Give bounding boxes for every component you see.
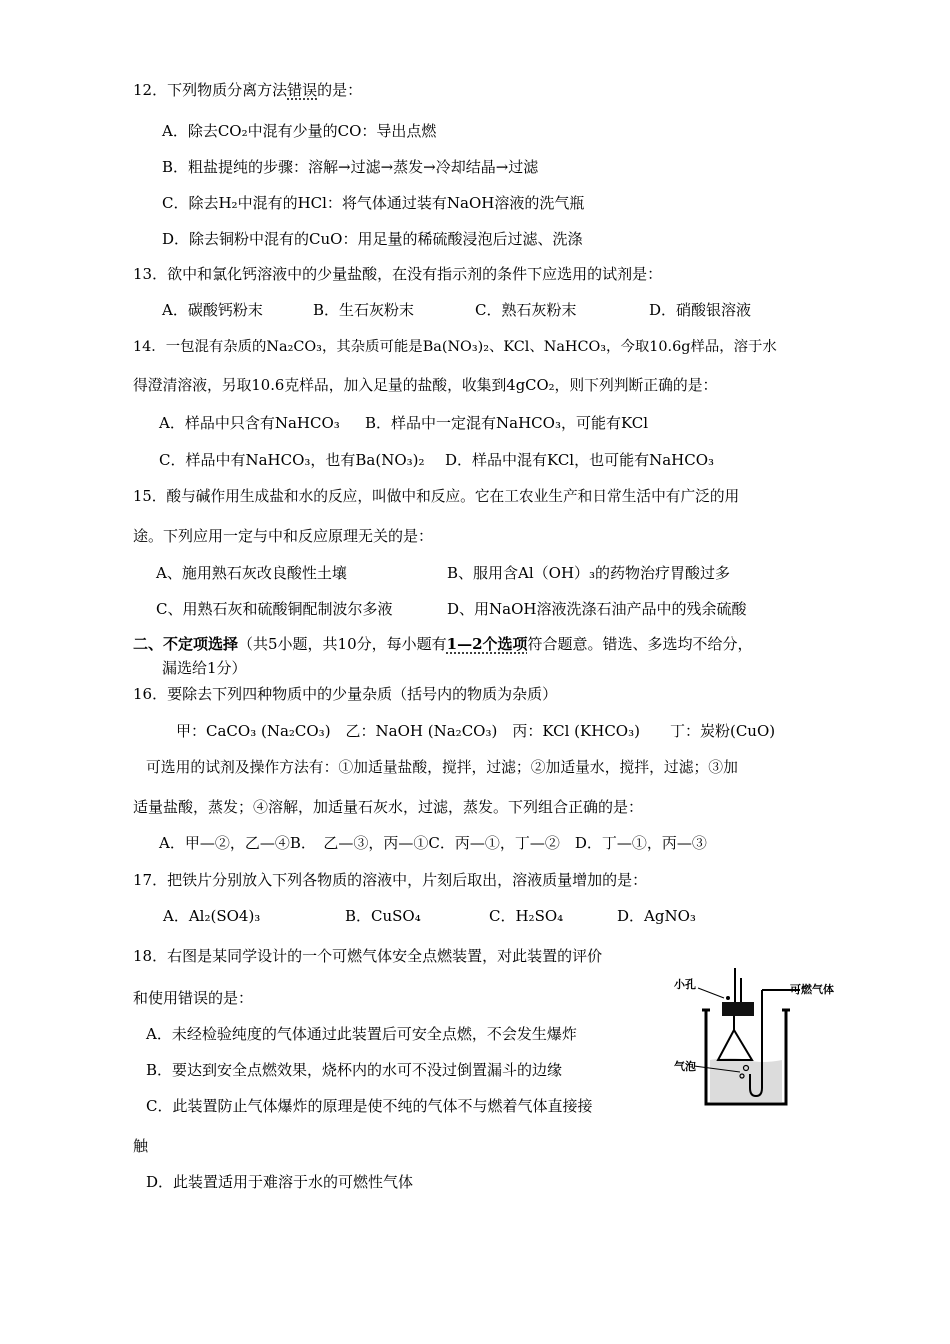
q18-option-d: D．此装置适用于难溶于水的可燃性气体: [146, 1173, 414, 1191]
q17-option-b: B．CuSO₄: [345, 907, 421, 925]
q14-stem-line2: 得澄清溶液，另取10.6克样品，加入足量的盐酸，收集到4gCO₂，则下列判断正确的是：: [133, 377, 718, 394]
q15-stem-line1: 15．酸与碱作用生成盐和水的反应，叫做中和反应。它在工农业生产和日常生活中有广泛的用: [133, 488, 740, 505]
q17-option-c: C．H₂SO₄: [489, 907, 564, 925]
q14-option-d: D．样品中混有KCl，也可能有NaHCO₃: [445, 451, 715, 469]
q12-option-b: B．粗盐提纯的步骤：溶解→过滤→蒸发→冷却结晶→过滤: [162, 158, 539, 176]
q16-options: A．甲—②，乙—④B． 乙—③，丙—①C．丙—①，丁—② D．丁—①，丙—③: [159, 834, 707, 852]
q12-stem-b: 的是：: [317, 81, 363, 99]
q18-option-c-line1: C．此装置防止气体爆炸的原理是使不纯的气体不与燃着气体直接接: [146, 1097, 593, 1115]
q15-stem-line2: 途。下列应用一定与中和反应原理无关的是：: [133, 527, 434, 545]
q15-option-a: A、施用熟石灰改良酸性土壤: [156, 564, 347, 582]
q14-option-a: A．样品中只含有NaHCO₃: [159, 414, 340, 432]
q15-option-d: D、用NaOH溶液洗涤石油产品中的残余硫酸: [447, 600, 747, 618]
inverted-funnel: [718, 1030, 752, 1060]
q18-option-c-line2: 触: [133, 1137, 149, 1155]
q14-option-c: C．样品中有NaHCO₃，也有Ba(NO₃)₂: [159, 451, 425, 469]
q12-option-a: A．除去CO₂中混有少量的CO：导出点燃: [162, 122, 437, 140]
q17-option-a: A．Al₂(SO4)₃: [163, 907, 261, 925]
q17-stem: 17．把铁片分别放入下列各物质的溶液中，片刻后取出，溶液质量增加的是：: [133, 871, 648, 889]
small-hole: [726, 996, 730, 1000]
figure-label-bubble: 气泡: [674, 1060, 696, 1073]
q12-option-c: C．除去H₂中混有的HCl：将气体通过装有NaOH溶液的洗气瓶: [162, 194, 585, 212]
stopper: [722, 1002, 754, 1016]
figure-label-gas: 可燃气体: [790, 983, 834, 996]
q13-stem: 13．欲中和氯化钙溶液中的少量盐酸，在没有指示剂的条件下应选用的试剂是：: [133, 265, 663, 283]
q12-stem: [133, 80, 362, 100]
q18-stem-line1: 18．右图是某同学设计的一个可燃气体安全点燃装置，对此装置的评价: [133, 947, 603, 965]
figure-label-hole: 小孔: [674, 978, 696, 991]
safe-ignition-apparatus-figure: [672, 964, 852, 1110]
section2-title: 二、不定项选择: [133, 635, 239, 653]
q14-option-b: B．样品中一定混有NaHCO₃，可能有KCl: [365, 414, 649, 432]
q12-stem-a: 12．下列物质分离方法: [133, 81, 288, 99]
section2-desc-a: （共5小题，共10分，每小题有: [238, 635, 447, 653]
q18-stem-line2: 和使用错误的是：: [133, 989, 254, 1007]
hole-leader-line: [698, 988, 724, 998]
q13-option-b: B．生石灰粉末: [313, 301, 415, 319]
q16-stem: 16．要除去下列四种物质中的少量杂质（括号内的物质为杂质）: [133, 685, 558, 703]
section2-desc-emphasis: 1—2个选项: [446, 635, 528, 653]
q16-methods-line2: 适量盐酸，蒸发；④溶解，加适量石灰水，过滤，蒸发。下列组合正确的是：: [133, 798, 644, 816]
q13-option-a: A．碳酸钙粉末: [162, 301, 263, 319]
q17-option-d: D．AgNO₃: [617, 907, 696, 925]
q12-stem-emphasis: 错误: [287, 81, 318, 99]
water: [710, 1058, 782, 1102]
q15-option-b: B、服用含Al（OH）₃的药物治疗胃酸过多: [447, 564, 731, 582]
q18-option-a: A．未经检验纯度的气体通过此装置后可安全点燃，不会发生爆炸: [146, 1025, 577, 1043]
section2-header: [133, 634, 753, 654]
section2-desc-b: 符合题意。错选、多选均不给分，: [527, 635, 753, 653]
q12-option-d: D．除去铜粉中混有的CuO：用足量的稀硫酸浸泡后过滤、洗涤: [162, 230, 583, 248]
section2-desc-line2: 漏选给1分）: [162, 659, 247, 677]
q13-option-c: C．熟石灰粉末: [475, 301, 577, 319]
q18-option-b: B．要达到安全点燃效果，烧杯内的水可不没过倒置漏斗的边缘: [146, 1061, 563, 1079]
q16-items: 甲：CaCO₃ (Na₂CO₃) 乙：NaOH (Na₂CO₃) 丙：KCl (KHCO₃) 丁：炭粉(CuO): [176, 722, 776, 740]
q13-option-d: D．硝酸银溶液: [649, 301, 752, 319]
q16-methods-line1: 可选用的试剂及操作方法有：①加适量盐酸，搅拌，过滤；②加适量水，搅拌，过滤；③加: [146, 759, 738, 776]
q14-stem-line1: 14．一包混有杂质的Na₂CO₃，其杂质可能是Ba(NO₃)₂、KCl、NaHCO₃，今取10.6g样品，溶于水: [133, 339, 777, 355]
q15-option-c: C、用熟石灰和硫酸铜配制波尔多液: [156, 600, 393, 618]
